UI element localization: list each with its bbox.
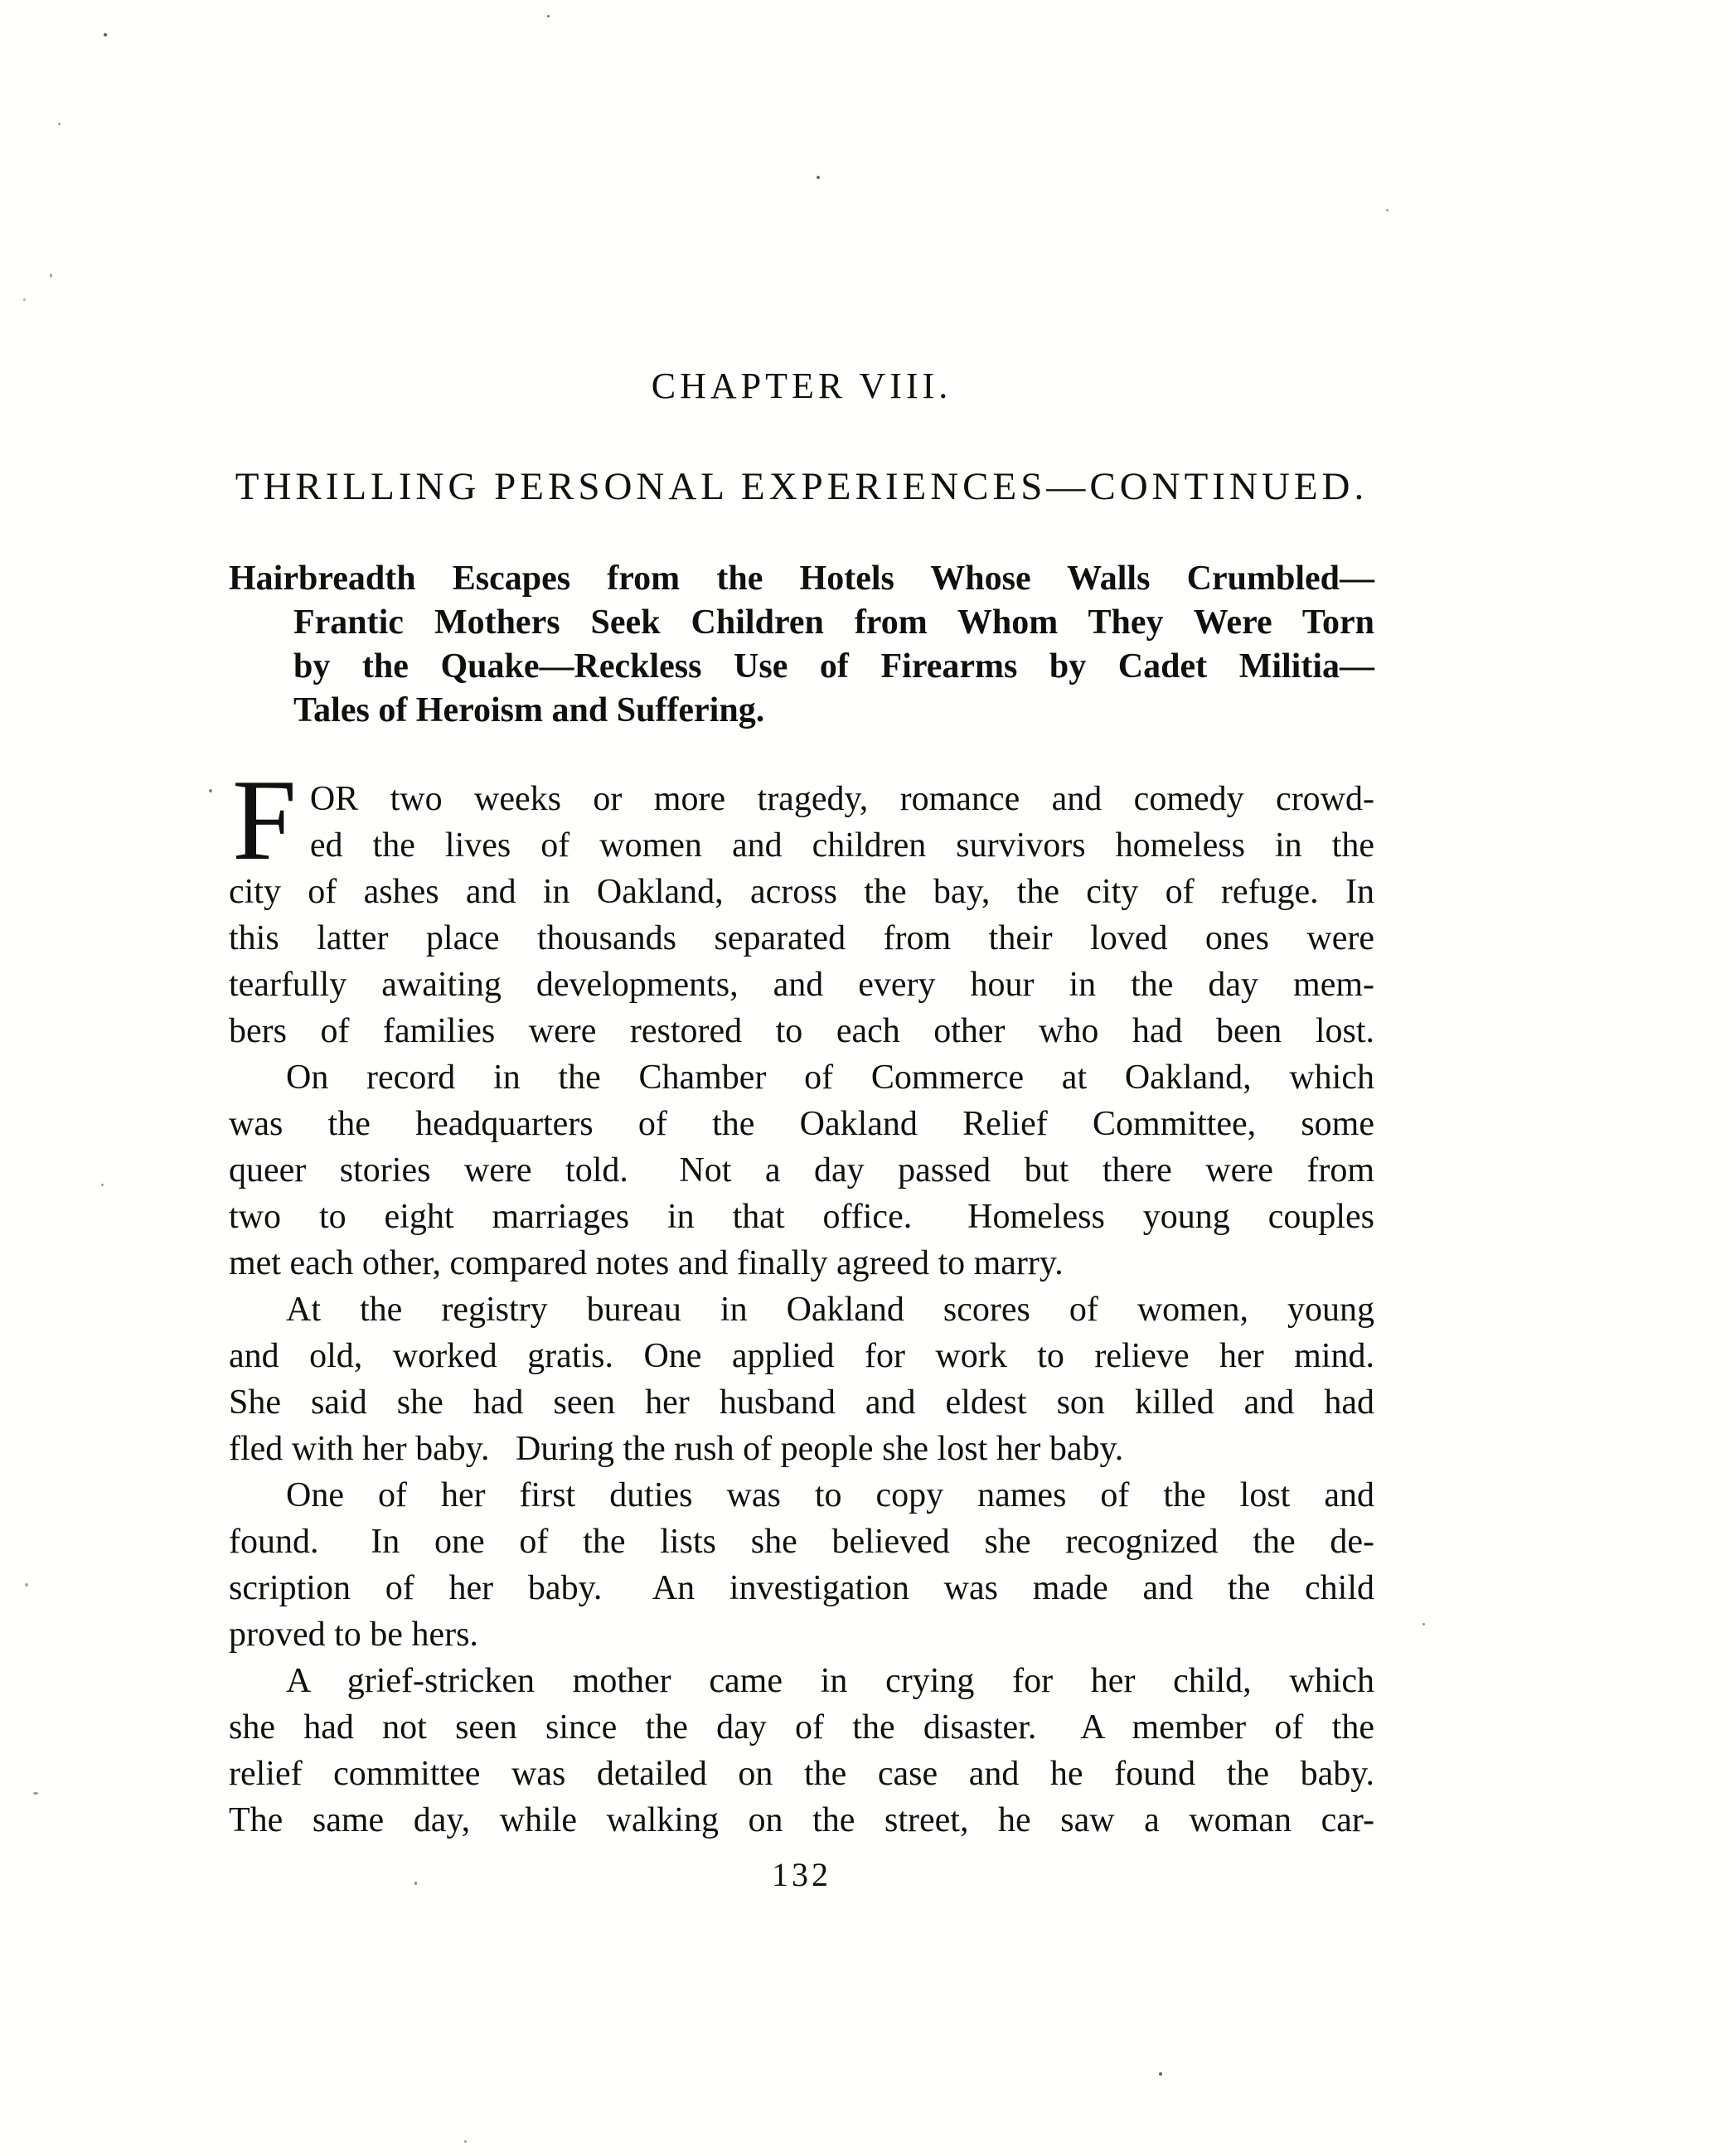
body-line: bers of families were restored to each other who had been lost. — [229, 1012, 1374, 1050]
paragraph — [229, 1286, 1374, 1472]
body-line: tearfully awaiting developments, and every hour in the day mem- — [229, 966, 1374, 1004]
summary-line: Tales of Heroism and Suffering. — [293, 691, 765, 729]
body-line: She said she had seen her husband and eldest son killed and had — [229, 1383, 1374, 1422]
body-line: A grief-stricken mother came in crying for her child, which — [286, 1662, 1374, 1700]
body-line: fled with her baby. During the rush of people she lost her baby. — [229, 1430, 1124, 1468]
body-line: ed the lives of women and children survivors homeless in the — [309, 826, 1374, 865]
section-title: THRILLING PERSONAL EXPERIENCES—CONTINUED. — [235, 465, 1369, 508]
body-line: At the registry bureau in Oakland scores of women, young — [286, 1291, 1374, 1329]
scan-speck — [104, 33, 107, 36]
scan-speck — [23, 298, 26, 301]
scan-speck — [817, 176, 820, 179]
body-line: On record in the Chamber of Commerce at Oakland, which — [286, 1059, 1374, 1097]
summary-line: Hairbreadth Escapes from the Hotels Whose Walls Crumbled— — [229, 560, 1374, 598]
scan-speck — [25, 1583, 28, 1587]
page-number: 132 — [772, 1856, 831, 1893]
paragraph — [229, 1658, 1374, 1844]
body-line: scription of her baby. An investigation was made and the child — [229, 1569, 1374, 1607]
body-line: two to eight marriages in that office. Homeless young couples — [229, 1198, 1374, 1236]
body-line: found. In one of the lists she believed she recognized the de- — [229, 1523, 1374, 1561]
body-line: relief committee was detailed on the case and he found the baby. — [229, 1755, 1374, 1793]
body-line: city of ashes and in Oakland, across the bay, the city of refuge. In — [229, 873, 1374, 911]
chapter-title: CHAPTER VIII. — [651, 366, 952, 406]
scan-speck — [1422, 1623, 1425, 1625]
scan-speck — [1159, 2072, 1162, 2076]
summary-line: by the Quake—Reckless Use of Firearms by Cadet Militia— — [293, 647, 1374, 686]
body-line: and old, worked gratis. One applied for work to relieve her mind. — [229, 1337, 1374, 1375]
body-line: this latter place thousands separated from their loved ones were — [229, 919, 1374, 957]
body-line: met each other, compared notes and finally agreed to marry. — [229, 1244, 1064, 1282]
drop-cap: F — [232, 756, 297, 884]
scan-speck — [58, 123, 61, 125]
scan-speck — [547, 15, 550, 17]
body-line: proved to be hers. — [229, 1616, 478, 1654]
scan-speck — [50, 274, 52, 278]
body-line: queer stories were told. Not a day passed but there were from — [229, 1151, 1374, 1189]
summary-line: Frantic Mothers Seek Children from Whom They Were Torn — [293, 603, 1374, 642]
body-text — [229, 756, 1374, 1844]
scan-speck — [1386, 209, 1388, 211]
body-line: was the headquarters of the Oakland Relief Committee, some — [229, 1105, 1374, 1143]
body-line: she had not seen since the day of the disaster. A member of the — [229, 1708, 1374, 1747]
body-line: OR two weeks or more tragedy, romance and comedy crowd- — [309, 780, 1374, 818]
paragraph — [229, 1472, 1374, 1658]
paragraph — [229, 1054, 1374, 1286]
scan-speck — [209, 789, 212, 792]
scan-speck — [101, 1184, 104, 1186]
body-line: The same day, while walking on the street, he saw a woman car- — [229, 1801, 1374, 1839]
chapter-summary — [229, 557, 1374, 733]
paragraph — [229, 756, 1374, 1054]
scan-speck — [414, 1882, 417, 1885]
scan-speck — [464, 2140, 467, 2143]
body-line: One of her first duties was to copy names of the lost and — [286, 1476, 1374, 1514]
scan-speck — [33, 1792, 38, 1795]
